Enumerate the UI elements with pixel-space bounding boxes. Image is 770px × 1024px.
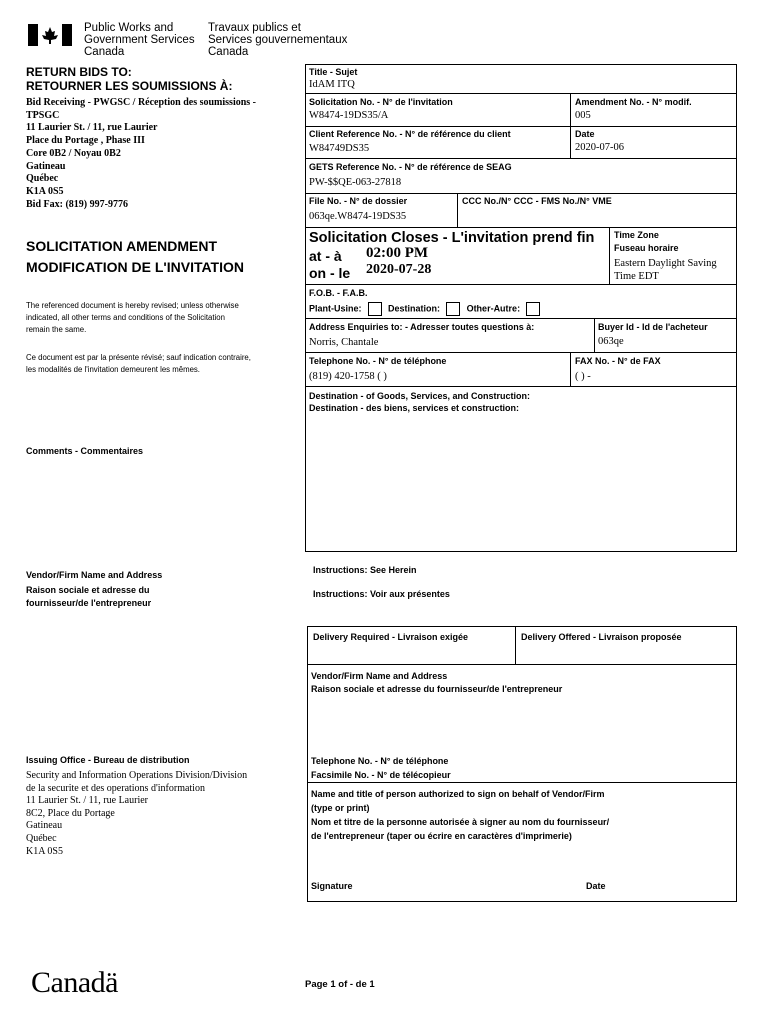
amendment-note-fr (26, 352, 251, 376)
amendment-title (26, 236, 244, 278)
on-label: on - le (309, 265, 351, 281)
solicitation-label: Solicitation No. - N° de l'invitation (309, 97, 453, 107)
fob-label: F.O.B. - F.A.B. (309, 288, 368, 298)
auth-line: Nom et titre de la personne autorisée à signer au nom du fournisseur/ (311, 817, 610, 827)
closes-title: Solicitation Closes - L'invitation prend fin (309, 230, 595, 246)
authorized-signer-label (311, 787, 609, 843)
issuing-line: Québec (26, 832, 57, 844)
timezone-value (614, 257, 717, 283)
amendment-no-value: 005 (575, 110, 591, 121)
auth-line: de l'entrepreneur (taper ou écrire en caractères d'imprimerie) (311, 831, 572, 841)
issuing-line: 11 Laurier St. / 11, rue Laurier (26, 795, 148, 807)
note-line: The referenced document is hereby revised; unless otherwise (26, 301, 239, 310)
issuing-line: de la securite et des operations d'information (26, 782, 205, 794)
return-bids-address (26, 97, 256, 211)
date-value: 2020-07-06 (575, 142, 624, 153)
note-line: Ce document est par la présente révisé; sauf indication contraire, (26, 353, 251, 362)
amendment-no-label: Amendment No. - N° modif. (575, 97, 692, 107)
return-bids-title-en: RETURN BIDS TO: (26, 65, 132, 79)
fob-options (309, 302, 544, 316)
issuing-line: K1A 0S5 (26, 845, 63, 857)
issuing-office-address (26, 770, 247, 858)
timezone-value-line: Eastern Daylight Saving (614, 258, 717, 269)
at-label: at - à (309, 248, 342, 264)
file-label: File No. - N° de dossier (309, 196, 408, 206)
address-line: Bid Receiving - PWGSC / Réception des soumissions - (26, 97, 257, 108)
on-value: 2020-07-28 (366, 262, 432, 277)
timezone-label-fr: Fuseau horaire (614, 243, 679, 253)
issuing-line: Gatineau (26, 820, 63, 832)
title-value: IdAM ITQ (309, 79, 355, 90)
issuing-office-label: Issuing Office - Bureau de distribution (26, 755, 190, 765)
client-ref-label: Client Reference No. - N° de référence du client (309, 129, 511, 139)
signature-date-label: Date (586, 881, 606, 891)
vendor-label-en: Vendor/Firm Name and Address (311, 671, 448, 681)
instructions-fr: Instructions: Voir aux présentes (313, 589, 450, 599)
department-name-en (84, 22, 195, 58)
dept-en-line: Public Works and (84, 22, 174, 34)
department-name-fr (208, 22, 347, 58)
buyer-id-value: 063qe (598, 336, 624, 347)
fax-value: ( ) - (575, 371, 591, 382)
vendor-label-fr: Raison sociale et adresse du fournisseur/de l'entrepreneur (311, 684, 563, 694)
vendor-left-label-en: Vendor/Firm Name and Address (26, 570, 163, 580)
page-number: Page 1 of - de 1 (305, 979, 375, 990)
vendor-left-label-fr: Raison sociale et adresse du (26, 585, 150, 595)
address-line: TPSGC (26, 109, 60, 121)
dept-en-line: Government Services (84, 34, 195, 46)
address-line: 11 Laurier St. / 11, rue Laurier (26, 122, 158, 134)
timezone-value-line: Time EDT (614, 271, 659, 282)
vendor-left-label (26, 569, 162, 610)
gets-label: GETS Reference No. - N° de référence de SEAG (309, 162, 512, 172)
destination-label (309, 390, 530, 414)
client-ref-value: W84749DS35 (309, 143, 370, 154)
telephone-label: Telephone No. - N° de téléphone (309, 356, 447, 366)
issuing-line: Security and Information Operations Division/Division (26, 770, 248, 781)
ccc-label: CCC No./N° CCC - FMS No./N° VME (462, 196, 612, 206)
address-line: Place du Portage , Phase III (26, 135, 145, 147)
title-label: Title - Sujet (309, 67, 358, 77)
address-line: Core 0B2 / Noyau 0B2 (26, 147, 121, 159)
timezone-label-en: Time Zone (614, 230, 659, 240)
at-value: 02:00 PM (366, 245, 429, 261)
dept-en-line: Canada (84, 46, 125, 58)
auth-line: Name and title of person authorized to sign on behalf of Vendor/Firm (311, 789, 605, 799)
vendor-telephone-label: Telephone No. - N° de téléphone (311, 756, 449, 766)
return-bids-title-fr: RETOURNER LES SOUMISSIONS À: (26, 79, 233, 93)
other-label: Other-Autre: (466, 303, 521, 314)
address-line: Bid Fax: (819) 997-9776 (26, 198, 128, 210)
delivery-offered-label: Delivery Offered - Livraison proposée (521, 632, 682, 642)
destination-label: Destination: (388, 303, 441, 314)
telephone-value: (819) 420-1758 ( ) (309, 371, 387, 382)
return-bids-title (26, 65, 232, 93)
other-checkbox[interactable] (526, 302, 540, 316)
amendment-title-fr: MODIFICATION DE L'INVITATION (26, 259, 244, 275)
vendor-fax-label: Facsimile No. - N° de télécopieur (311, 770, 451, 780)
comments-label: Comments - Commentaires (26, 446, 144, 456)
destination-label-fr: Destination - des biens, services et construction: (309, 403, 520, 413)
file-value: 063qe.W8474-19DS35 (309, 211, 407, 222)
plant-checkbox[interactable] (368, 302, 382, 316)
dept-fr-line: Travaux publics et (208, 22, 301, 34)
address-line: Gatineau (26, 160, 66, 172)
plant-label: Plant-Usine: (309, 303, 362, 314)
canada-flag-icon (28, 24, 72, 46)
address-enquiries-value: Norris, Chantale (309, 337, 379, 348)
issuing-line: 8C2, Place du Portage (26, 807, 115, 819)
signature-label: Signature (311, 881, 353, 891)
gets-value: PW-$$QE-063-27818 (309, 177, 402, 188)
destination-label-en: Destination - of Goods, Services, and Construction: (309, 391, 531, 401)
fax-label: FAX No. - N° de FAX (575, 356, 661, 366)
auth-line: (type or print) (311, 803, 370, 813)
delivery-required-label: Delivery Required - Livraison exigée (313, 632, 469, 642)
dept-fr-line: Services gouvernementaux (208, 34, 348, 46)
note-line: remain the same. (26, 325, 87, 334)
amendment-note-en (26, 300, 239, 336)
address-line: K1A 0S5 (26, 185, 64, 197)
address-line: Québec (26, 173, 59, 185)
date-label: Date (575, 129, 595, 139)
destination-checkbox[interactable] (446, 302, 460, 316)
instructions-en: Instructions: See Herein (313, 565, 417, 575)
canada-wordmark: Canadä (31, 966, 118, 999)
amendment-title-en: SOLICITATION AMENDMENT (26, 238, 218, 254)
vendor-left-label-fr: fournisseur/de l'entrepreneur (26, 598, 152, 608)
address-enquiries-label: Address Enquiries to: - Adresser toutes questions à: (309, 322, 535, 332)
solicitation-value: W8474-19DS35/A (309, 110, 389, 121)
timezone-label (614, 229, 679, 255)
dept-fr-line: Canada (208, 46, 249, 58)
buyer-id-label: Buyer Id - Id de l'acheteur (598, 322, 708, 332)
note-line: les modalités de l'invitation demeurent les mêmes. (26, 365, 200, 374)
vendor-label (311, 670, 562, 696)
note-line: indicated, all other terms and conditions of the Solicitation (26, 313, 225, 322)
